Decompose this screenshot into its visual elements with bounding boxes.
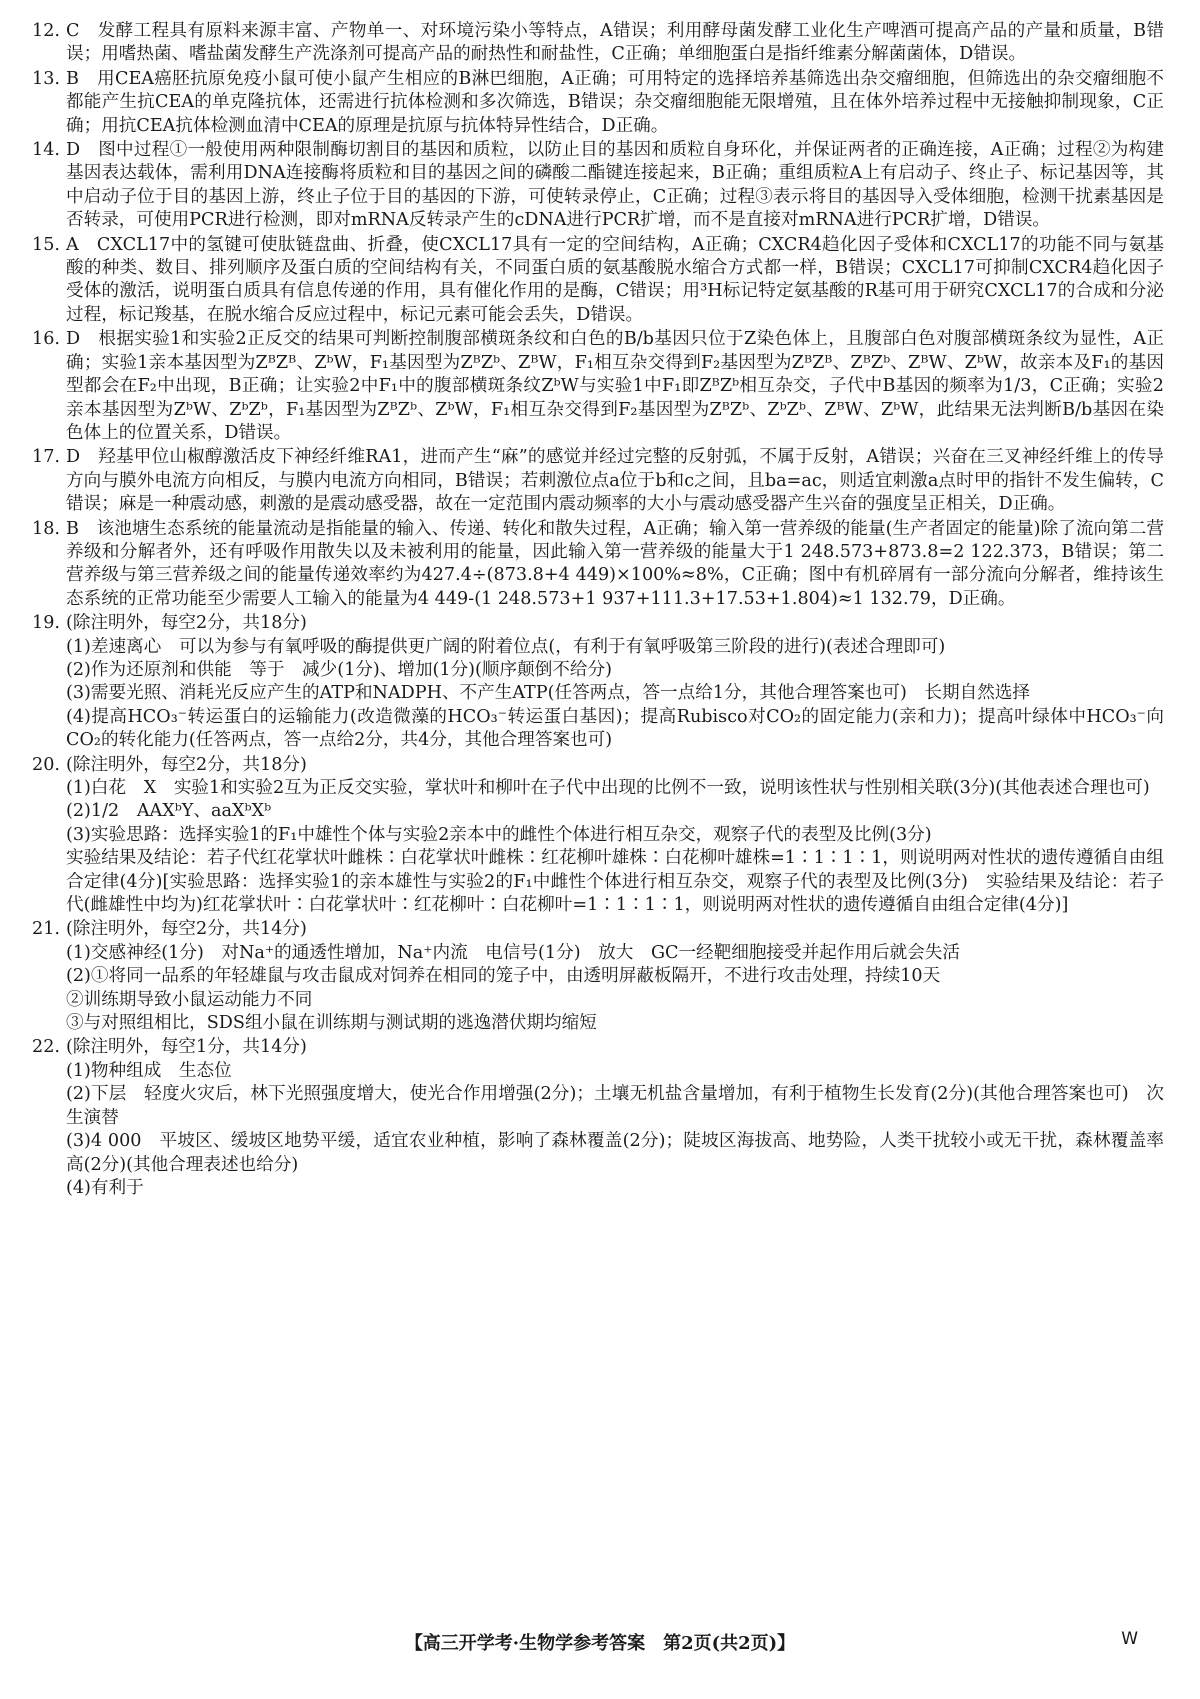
answer-sub: (3)实验思路：选择实验1的F₁中雄性个体与实验2亲本中的雌性个体进行相互杂交，观察子代的表型及比例(3分) — [66, 824, 932, 845]
answer-sub: (3)需要光照、消耗光反应产生的ATP和NADPH、不产生ATP(任答两点，答一点给1分，其他合理答案也可) 长期自然选择 — [66, 683, 1030, 704]
answer-text: B 用CEA癌胚抗原免疫小鼠可使小鼠产生相应的B淋巴细胞，A正确；可用特定的选择培养基筛选出杂交瘤细胞，但筛选出的杂交瘤细胞不都能产生抗CEA的单克隆抗体，还需进行抗体检测和多次筛选，B错误；杂交瘤细胞能无限增殖，且在体外培养过程中无接触抑制现象，C正确；用抗CEA抗体检测血清中CEA的原理是抗原与抗体特异性结合，D正确。 — [66, 68, 1164, 136]
question-number: 14. — [32, 140, 60, 161]
answer-sub: (4)提高HCO₃⁻转运蛋白的运输能力(改造微藻的HCO₃⁻转运蛋白基因)；提高Rubisco对CO₂的固定能力(亲和力)；提高叶绿体中HCO₃⁻向CO₂的转化能力(任答两点，答一点给2分，共4分，其他合理答案也可) — [66, 706, 1164, 751]
answer-text: B 该池塘生态系统的能量流动是指能量的输入、传递、转化和散失过程，A正确；输入第一营养级的能量(生产者固定的能量)除了流向第二营养级和分解者外，还有呼吸作用散失以及未被利用的能量，因此输入第一营养级的能量大于1 248.573+873.8=2 122.373，B错误；第二营养级与第三营养级之间的能量传递效率约为427.4÷(873.8+4 449)×100%≈8%，C正确；图中有机碎屑有一部分流向分解者，维持该生态系统的正常功能至少需要人工输入的能量为4 449-(1 248.573+1 937+111.3+17.53+1.804)≈1 132.79，D正确。 — [66, 518, 1164, 609]
answer-sub: 实验结果及结论：若子代红花掌状叶雌株∶白花掌状叶雌株∶红花柳叶雄株∶白花柳叶雄株=1∶1∶1∶1，则说明两对性状的遗传遵循自由组合定律(4分)[实验思路：选择实验1的亲本雄性与实验2的F₁中雌性个体进行相互杂交，观察子代的表型及比例(3分) 实验结果及结论：若子代(雌雄性中均为)红花掌状叶∶白花掌状叶∶红花柳叶∶白花柳叶=1∶1∶1∶1，则说明两对性状的遗传遵循自由组合定律(4分)] — [66, 848, 1164, 916]
answer-item — [32, 1036, 1164, 1200]
answer-text: C 发酵工程具有原料来源丰富、产物单一、对环境污染小等特点，A错误；利用酵母菌发酵工业化生产啤酒可提高产品的产量和质量，B错误；用嗜热菌、嗜盐菌发酵生产洗涤剂可提高产品的耐热性和耐盐性，C正确；单细胞蛋白是指纤维素分解菌菌体，D错误。 — [66, 21, 1164, 65]
answer-sub: ②训练期导致小鼠运动能力不同 — [66, 989, 313, 1010]
page-footer — [0, 1629, 1200, 1659]
answer-text: D 根据实验1和实验2正反交的结果可判断控制腹部横斑条纹和白色的B/b基因只位于Z染色体上，且腹部白色对腹部横斑条纹为显性，A正确；实验1亲本基因型为ZᴮZᴮ、ZᵇW，F₁基因型为ZᴮZᵇ、ZᴮW，F₁相互杂交得到F₂基因型为ZᴮZᴮ、ZᴮZᵇ、ZᴮW、ZᵇW，故亲本及F₁的基因型都会在F₂中出现，B正确；让实验2中F₁中的腹部横斑条纹ZᵇW与实验1中F₁即ZᴮZᵇ相互杂交，子代中B基因的频率为1/3，C正确；实验2亲本基因型为ZᵇW、ZᵇZᵇ，F₁基因型为ZᴮZᵇ、ZᵇW，F₁相互杂交得到F₂基因型为ZᴮZᵇ、ZᵇZᵇ、ZᴮW、ZᵇW，此结果无法判断B/b基因在染色体上的位置关系，D错误。 — [66, 329, 1164, 443]
question-number: 16. — [32, 329, 60, 350]
question-number: 13. — [32, 68, 60, 89]
answer-text: (除注明外，每空2分，共18分) — [66, 613, 307, 634]
answer-item — [32, 446, 1164, 516]
answer-sub: (3)4 000 平坡区、缓坡区地势平缓，适宜农业种植，影响了森林覆盖(2分)；陡坡区海拔高、地势险，人类干扰较小或无干扰，森林覆盖率高(2分)(其他合理表述也给分) — [66, 1131, 1164, 1175]
answer-sub: (1)物种组成 生态位 — [66, 1060, 232, 1081]
question-number: 15. — [32, 234, 60, 255]
answer-item — [32, 918, 1164, 1035]
answer-sub: (2)①将同一品系的年轻雄鼠与攻击鼠成对饲养在相同的笼子中，由透明屏蔽板隔开，不进行攻击处理，持续10天 — [66, 966, 941, 987]
answer-sub: ③与对照组相比，SDS组小鼠在训练期与测试期的逃逸潜伏期均缩短 — [66, 1013, 597, 1034]
answer-sub: (1)白花 X 实验1和实验2互为正反交实验，掌状叶和柳叶在子代中出现的比例不一致，说明该性状与性别相关联(3分)(其他表述合理也可) — [66, 778, 1150, 798]
answer-sub: (2)1/2 AAXᵇY、aaXᵇXᵇ — [66, 801, 272, 822]
answer-text: (除注明外，每空1分，共14分) — [66, 1037, 307, 1058]
question-number: 17. — [32, 447, 60, 468]
answer-text: (除注明外，每空2分，共14分) — [66, 919, 307, 940]
footer-title: 【高三开学考·生物学参考答案 第2页(共2页)】 — [404, 1633, 796, 1654]
answer-sub: (1)交感神经(1分) 对Na⁺的通透性增加，Na⁺内流 电信号(1分) 放大 GC一经靶细胞接受并起作用后就会失活 — [66, 942, 960, 963]
question-number: 19. — [32, 613, 60, 634]
question-number: 20. — [32, 754, 60, 775]
answer-text: (除注明外，每空2分，共18分) — [66, 754, 307, 775]
answer-text: D 羟基甲位山椒醇激活皮下神经纤维RA1，进而产生“麻”的感觉并经过完整的反射弧，不属于反射，A错误；兴奋在三叉神经纤维上的传导方向与膜外电流方向相反，与膜内电流方向相同，B错误；若刺激位点a位于b和c之间，且ba=ac，则适宜刺激a点时甲的指针不发生偏转，C错误；麻是一种震动感，刺激的是震动感受器，故在一定范围内震动频率的大小与震动感受器产生兴奋的强度呈正相关，D正确。 — [66, 447, 1164, 515]
answer-item — [32, 612, 1164, 752]
answer-item — [32, 20, 1164, 67]
footer-code: W — [1121, 1629, 1138, 1649]
answer-item — [32, 139, 1164, 233]
answer-item — [32, 754, 1164, 918]
answer-item — [32, 518, 1164, 612]
answer-text: A CXCL17中的氢键可使肽链盘曲、折叠，使CXCL17具有一定的空间结构，A正确；CXCR4趋化因子受体和CXCL17的功能不同与氨基酸的种类、数目、排列顺序及蛋白质的空间结构有关，不同蛋白质的氨基酸脱水缩合方式都一样，B错误；CXCL17可抑制CXCR4趋化因子受体的激活，说明蛋白质具有信息传递的作用，具有催化作用的是酶，C错误；用³H标记特定氨基酸的R基可用于研究CXCL17的合成和分泌过程，标记羧基，在脱水缩合反应过程中，标记元素可能会丢失，D错误。 — [66, 234, 1164, 325]
answer-sub: (1)差速离心 可以为参与有氧呼吸的酶提供更广阔的附着位点(，有利于有氧呼吸第三阶段的进行)(表述合理即可) — [66, 636, 946, 657]
question-number: 21. — [32, 919, 60, 940]
question-number: 22. — [32, 1037, 60, 1058]
answer-sub: (4)有利于 — [66, 1177, 144, 1198]
answer-list — [32, 20, 1164, 1201]
question-number: 12. — [32, 21, 60, 41]
answer-sub: (2)作为还原剂和供能 等于 减少(1分)、增加(1分)(顺序颠倒不给分) — [66, 659, 612, 680]
answer-text: D 图中过程①一般使用两种限制酶切割目的基因和质粒，以防止目的基因和质粒自身环化，并保证两者的正确连接，A正确；过程②为构建基因表达载体，需利用DNA连接酶将质粒和目的基因之间的磷酸二酯键连接起来，B正确；重组质粒A上有启动子、终止子、标记基因等，其中启动子位于目的基因上游，终止子位于目的基因的下游，可使转录停止，C正确；过程③表示将目的基因导入受体细胞，检测干扰素基因是否转录，可使用PCR进行检测，即对mRNA反转录产生的cDNA进行PCR扩增，而不是直接对mRNA进行PCR扩增，D错误。 — [66, 140, 1164, 231]
question-number: 18. — [32, 518, 60, 539]
answer-sub: (2)下层 轻度火灾后，林下光照强度增大，使光合作用增强(2分)；土壤无机盐含量增加，有利于植物生长发育(2分)(其他合理答案也可) 次生演替 — [66, 1084, 1164, 1128]
answer-item — [32, 234, 1164, 328]
answer-item — [32, 328, 1164, 445]
answer-item — [32, 68, 1164, 138]
